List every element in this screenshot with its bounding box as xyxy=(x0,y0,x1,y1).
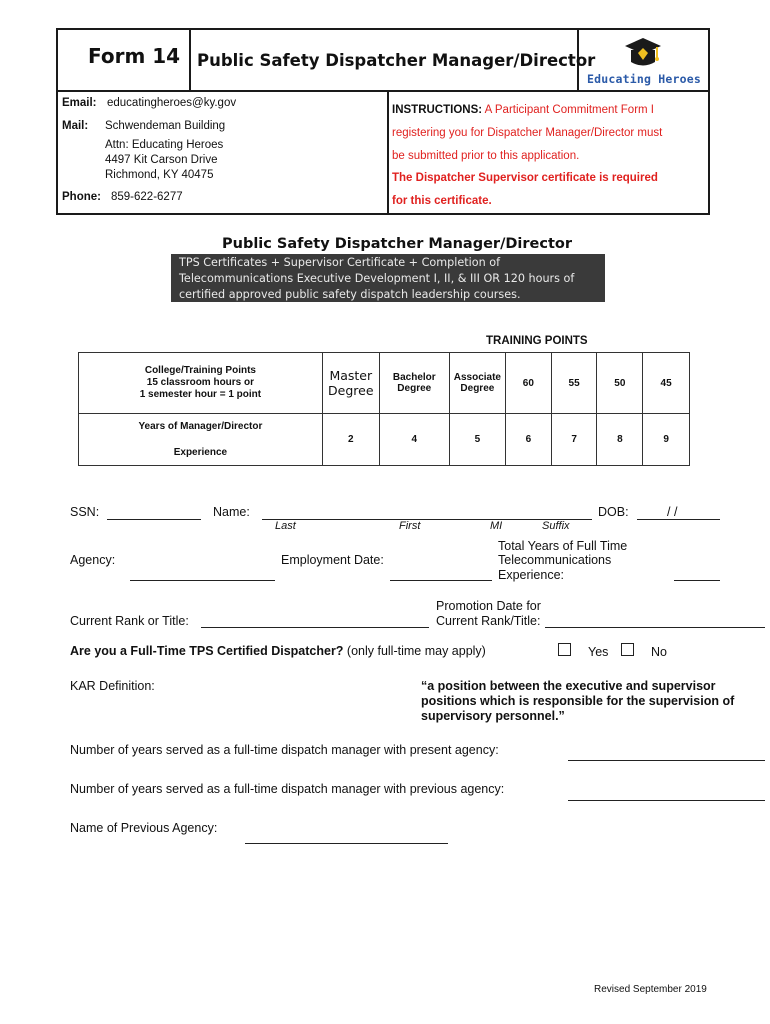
dob-slashes: / / xyxy=(667,505,678,519)
promotion-line-1: Promotion Date for xyxy=(436,599,541,613)
dob-input[interactable] xyxy=(637,519,720,520)
form-header xyxy=(56,28,710,215)
employment-date-label: Employment Date: xyxy=(281,553,384,567)
fulltime-question-note: (only full-time may apply) xyxy=(343,644,486,658)
instructions-text-2: registering you for Dispatcher Manager/Director must xyxy=(392,127,663,139)
instructions-text-1: A Participant Commitment Form I xyxy=(484,104,655,116)
graduation-cap-icon xyxy=(623,36,663,70)
total-years-line-3: Experience: xyxy=(498,568,565,582)
table-cell: 45 xyxy=(643,353,690,414)
fulltime-question xyxy=(70,644,486,658)
years-previous-input[interactable] xyxy=(568,800,765,801)
no-checkbox[interactable] xyxy=(621,643,634,656)
table-cell: 4 xyxy=(379,414,449,466)
name-sublabel-suffix: Suffix xyxy=(542,520,570,532)
email-label: Email: xyxy=(62,97,97,109)
total-years-line-2: Telecommunications xyxy=(498,553,612,567)
table-cell: 55 xyxy=(551,353,597,414)
employment-date-input[interactable] xyxy=(390,580,492,581)
name-sublabel-mi: MI xyxy=(490,520,503,532)
training-points-label: TRAINING POINTS xyxy=(486,335,588,347)
table-cell: 2 xyxy=(322,414,379,466)
yes-checkbox[interactable] xyxy=(558,643,571,656)
ssn-input[interactable] xyxy=(107,519,201,520)
logo xyxy=(579,30,708,92)
current-rank-label: Current Rank or Title: xyxy=(70,614,189,628)
table-cell: 7 xyxy=(551,414,597,466)
name-sublabel-last: Last xyxy=(275,520,296,532)
phone-number: 859-622-6277 xyxy=(111,191,183,203)
mail-line-3: 4497 Kit Carson Drive xyxy=(105,154,218,166)
table-cell: Bachelor Degree xyxy=(379,353,449,414)
row2-header-line: Years of Manager/Director xyxy=(138,420,263,432)
contact-info xyxy=(58,92,389,213)
table-cell: 8 xyxy=(597,414,643,466)
agency-input[interactable] xyxy=(130,580,275,581)
kar-label: KAR Definition: xyxy=(70,679,155,693)
promotion-date-input[interactable] xyxy=(545,627,765,628)
table-cell: Associate Degree xyxy=(449,353,505,414)
fulltime-question-bold: Are you a Full-Time TPS Certified Dispatcher? xyxy=(70,644,344,658)
training-points-table xyxy=(78,352,690,466)
table-cell: Master Degree xyxy=(322,353,379,414)
form-title: Public Safety Dispatcher Manager/Director xyxy=(191,30,579,92)
row1-header-line: 1 semester hour = 1 point xyxy=(139,389,262,400)
total-years-line-1: Total Years of Full Time xyxy=(498,539,628,553)
kar-definition-1: “a position between the executive and supervisor xyxy=(421,679,716,693)
requirements-line-2: Telecommunications Executive Development I, II, & III OR 120 hours of xyxy=(179,272,575,285)
table-cell: 6 xyxy=(505,414,551,466)
requirements-line-1: TPS Certificates + Supervisor Certificate + Completion of xyxy=(179,256,501,269)
kar-definition-3: supervisory personnel.” xyxy=(421,709,565,723)
phone-label: Phone: xyxy=(62,191,101,203)
form-number: Form 14 xyxy=(58,30,191,92)
mail-line-4: Richmond, KY 40475 xyxy=(105,169,214,181)
mail-line-1: Schwendeman Building xyxy=(105,120,226,132)
name-sublabel-first: First xyxy=(399,520,421,532)
dob-label: DOB: xyxy=(598,505,629,519)
table-row xyxy=(79,414,690,466)
logo-text: Educating Heroes xyxy=(587,72,701,86)
years-previous-label: Number of years served as a full-time dispatch manager with previous agency: xyxy=(70,782,505,796)
current-rank-input[interactable] xyxy=(201,627,429,628)
section-title: Public Safety Dispatcher Manager/Director xyxy=(222,236,573,252)
row1-header-line: College/Training Points xyxy=(144,365,256,376)
table-cell: 9 xyxy=(643,414,690,466)
years-present-label: Number of years served as a full-time dispatch manager with present agency: xyxy=(70,743,499,757)
revised-date: Revised September 2019 xyxy=(594,984,707,995)
table-cell: 60 xyxy=(505,353,551,414)
yes-label: Yes xyxy=(588,645,609,659)
promotion-line-2: Current Rank/Title: xyxy=(436,614,541,628)
mail-line-2: Attn: Educating Heroes xyxy=(105,139,224,151)
mail-label: Mail: xyxy=(62,120,89,132)
table-row xyxy=(79,353,690,414)
previous-agency-input[interactable] xyxy=(245,843,448,844)
instructions-bold-2: for this certificate. xyxy=(392,195,492,207)
instructions-line-1 xyxy=(392,104,654,116)
row2-header-line: Experience xyxy=(173,446,228,458)
row1-header-line: 15 classroom hours or xyxy=(146,377,255,388)
agency-label: Agency: xyxy=(70,553,116,567)
table-cell: 5 xyxy=(449,414,505,466)
email-address: educatingheroes@ky.gov xyxy=(107,97,237,109)
table-row-header xyxy=(79,353,323,414)
instructions xyxy=(389,92,708,213)
total-years-input[interactable] xyxy=(674,580,720,581)
table-cell: 50 xyxy=(597,353,643,414)
instructions-bold-1: The Dispatcher Supervisor certificate is required xyxy=(392,172,658,184)
name-label: Name: xyxy=(213,505,250,519)
no-label: No xyxy=(651,645,667,659)
table-row-header xyxy=(79,414,323,466)
previous-agency-label: Name of Previous Agency: xyxy=(70,821,218,835)
requirements-box xyxy=(171,254,605,302)
years-present-input[interactable] xyxy=(568,760,765,761)
requirements-line-3: certified approved public safety dispatch leadership courses. xyxy=(179,288,521,301)
kar-definition-2: positions which is responsible for the supervision of xyxy=(421,694,735,708)
instructions-text-3: be submitted prior to this application. xyxy=(392,150,580,162)
ssn-label: SSN: xyxy=(70,505,100,519)
instructions-label: INSTRUCTIONS: xyxy=(392,104,483,116)
